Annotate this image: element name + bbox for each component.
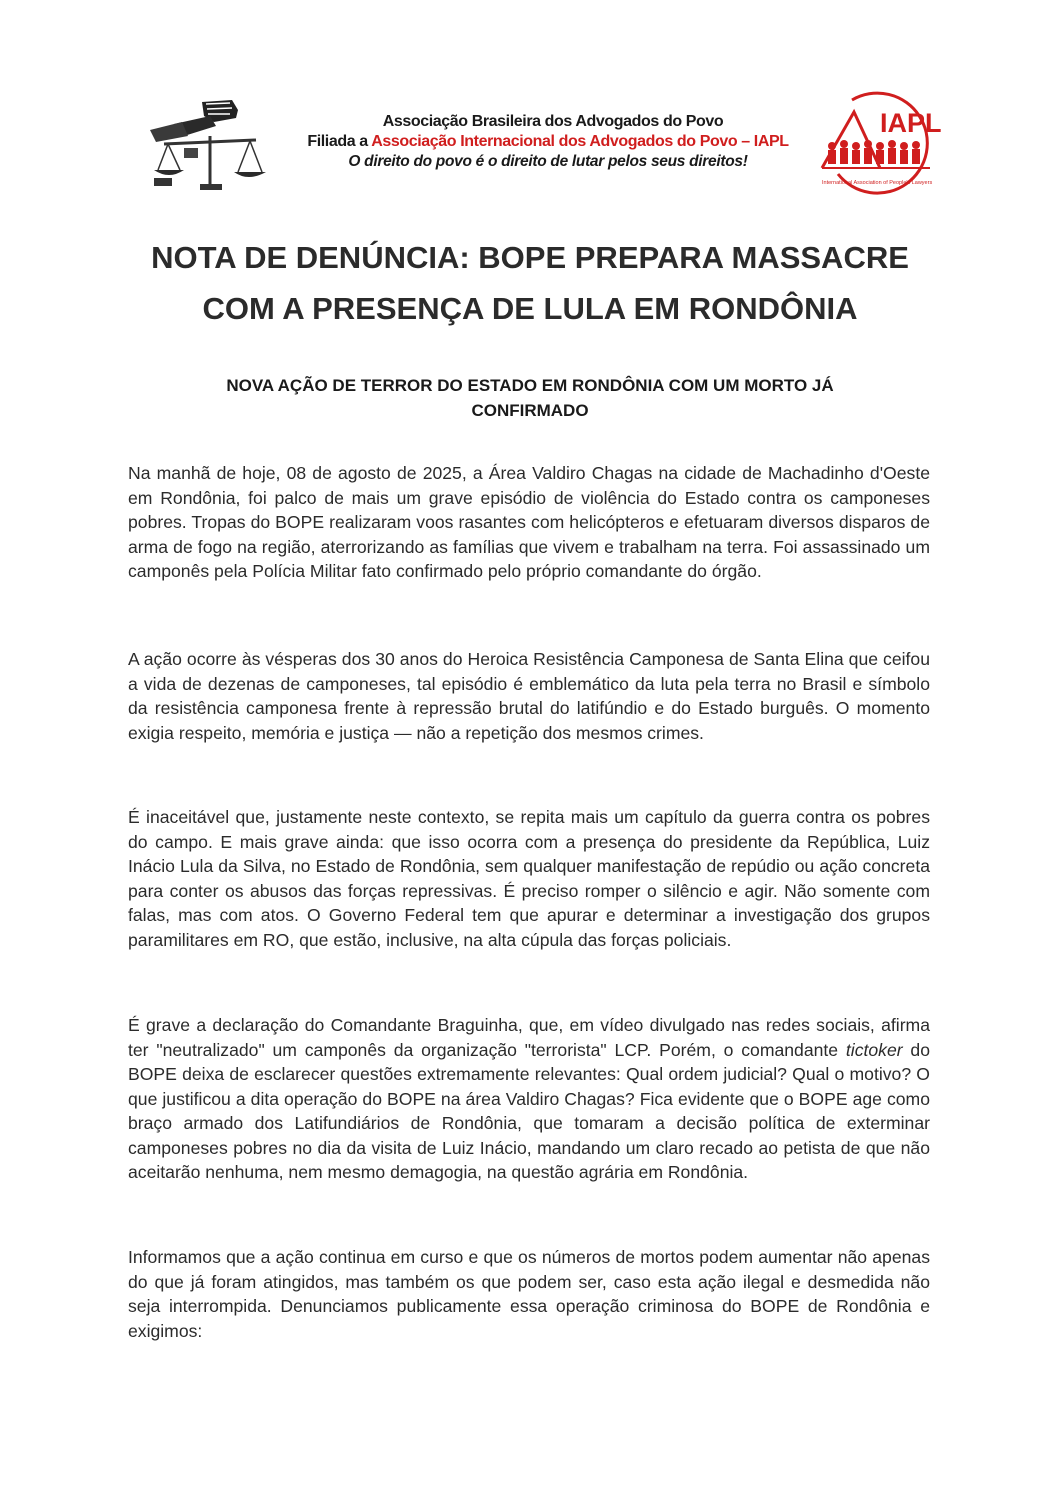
paragraph-4-part-2: do BOPE deixa de esclarecer questões extremamente relevantes: Qual ordem judicial? Qual o motivo? O que justificou a dita operação do BOPE na área Valdiro Chagas? Fica evidente que o BOPE age como braço armado dos Latifundiários de Rondônia, que tomaram a decisão política de exterminar camponeses pobres no dia da visita de Luiz Inácio, mandando um claro recado ao petista de que não aceitarão nenhuma, nem mesmo demagogia, na questão agrária em Rondônia. [128,1039,930,1182]
document-subtitle [150,373,910,423]
motto: O direito do povo é o direito de lutar pelos seus direitos! [348,153,748,170]
iapl-logo-caption: International Association of People's Lawyers [822,180,933,186]
letterhead [130,88,942,200]
affiliation-line [298,132,798,152]
affiliation-prefix: Filiada a [307,133,368,150]
scales-of-justice-logo [144,96,272,192]
organization-name: Associação Brasileira dos Advogados do Povo [382,113,724,130]
letterhead-text [298,112,798,172]
paragraph-1: Na manhã de hoje, 08 de agosto de 2025, a Área Valdiro Chagas na cidade de Machadinho d'Oeste em Rondônia, foi palco de mais um grave episódio de violência do Estado contra os camponeses pobres. Tropas do BOPE realizaram voos rasantes com helicópteros e efetuaram diversos disparos de arma de fogo na região, aterrorizando as famílias que vivem e trabalham na terra. Foi assassinado um camponês pela Polícia Militar fato confirmado pelo próprio comandante do órgão. [128,463,930,581]
paragraph-4-part-1: É grave a declaração do Comandante Braguinha, que, em vídeo divulgado nas redes sociais, afirma ter "neutralizado" um camponês da organização "terrorista" LCP. Porém, o comandante [128,1015,930,1060]
title-line-1: NOTA DE DENÚNCIA: BOPE PREPARA MASSACRE [151,240,909,275]
subtitle-line-1: NOVA AÇÃO DE TERROR DO ESTADO EM RONDÔNIA COM UM MORTO JÁ [226,376,834,395]
affiliation-organization: Associação Internacional dos Advogados do Povo – IAPL [371,133,789,150]
document-title [60,232,1000,334]
title-line-2: COM A PRESENÇA DE LULA EM RONDÔNIA [202,291,858,326]
iapl-logo [818,90,942,196]
paragraph-5: Informamos que a ação continua em curso e que os números de mortos podem aumentar não apenas do que já foram atingidos, mas também os que podem ser, caso esta ação ilegal e desmedida não seja interrompida. Denunciamos publicamente essa operação criminosa do BOPE de Rondônia e exigimos: [128,1247,930,1341]
iapl-logo-text: IAPL [880,108,942,138]
subtitle-line-2: CONFIRMADO [471,401,589,420]
paragraph-4 [128,1013,930,1185]
paragraph-3: É inaceitável que, justamente neste contexto, se repita mais um capítulo da guerra contra os pobres do campo. E mais grave ainda: que isso ocorra com a presença do presidente da República, Luiz Inácio Lula da Silva, no Estado de Rondônia, sem qualquer manifestação de repúdio ou ação concreta para conter os abusos das forças repressivas. É preciso romper o silêncio e agir. Não somente com falas, mas com atos. O Governo Federal tem que apurar e determinar a investigação dos grupos paramilitares em RO, que estão, inclusive, na alta cúpula das forças policiais. [128,807,930,950]
paragraph-4-italic-term: tictoker [845,1039,903,1060]
paragraph-2: A ação ocorre às vésperas dos 30 anos do Heroica Resistência Camponesa de Santa Elina que ceifou a vida de dezenas de camponeses, tal episódio é emblemático da luta pela terra no Brasil e símbolo da resistência camponesa frente à repressão brutal do latifúndio e do Estado burguês. O momento exigia respeito, memória e justiça — não a repetição dos mesmos crimes. [128,649,930,743]
